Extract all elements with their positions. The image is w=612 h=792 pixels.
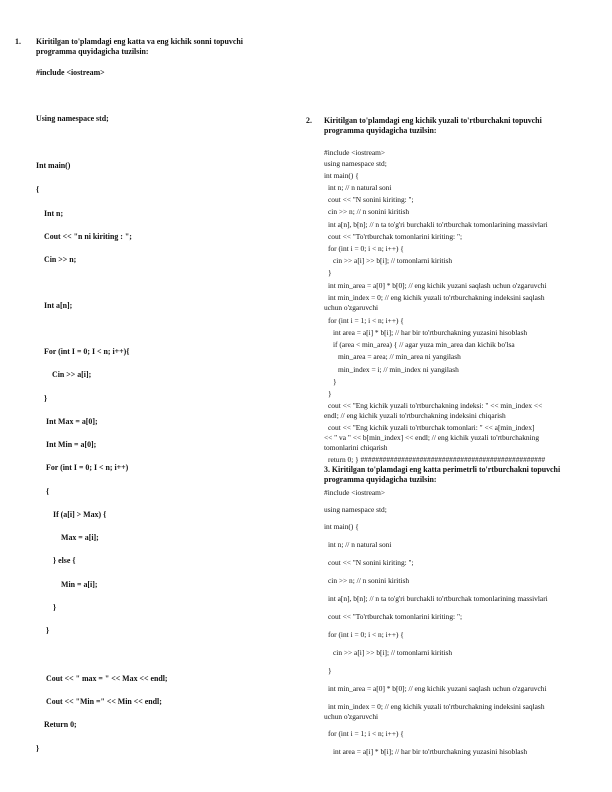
code-line: cout << "N sonini kiriting: "; — [328, 195, 414, 204]
code-line: } — [36, 744, 40, 753]
code-line: } — [328, 389, 332, 398]
code-line: cout << "To'rtburchak tomonlarini kiriting: "; — [328, 232, 463, 241]
code-line: for (int i = 1; i < n; i++) { — [328, 729, 404, 738]
code-line: return 0; } ################################################## — [328, 455, 546, 464]
code-line: cout << "Eng kichik yuzali to'rtburchakning indeksi: " << min_index << — [328, 401, 543, 410]
code-line: #include <iostream> — [324, 488, 386, 497]
code-line: for (int i = 0; i < n; i++) { — [328, 630, 404, 639]
code-line: tomonlarini chiqarish — [324, 443, 388, 452]
code-line: int min_index = 0; // eng kichik yuzali to'rtburchakning indeksini saqlash — [328, 293, 545, 302]
code-line: Int main() — [36, 161, 71, 170]
code-line: using namespace std; — [324, 159, 387, 168]
code-line: int a[n], b[n]; // n ta to'g'ri burchakli to'rtburchak tomonlarining massivlari — [328, 220, 548, 229]
code-line: cout << "N sonini kiriting: "; — [328, 558, 414, 567]
code-line: uchun o'zgaruvchi — [324, 303, 379, 312]
code-line: Int Max = a[0]; — [46, 417, 98, 426]
section-3-heading-line-2: programma quyidagicha tuzilsin: — [324, 475, 437, 484]
section-1-heading-line-1: Kiritilgan to'plamdagi eng katta va eng kichik sonni topuvchi — [36, 37, 243, 46]
code-line: Using namespace std; — [36, 114, 109, 123]
code-line: cin >> n; // n sonini kiritish — [328, 576, 410, 585]
code-line: If (a[i] > Max) { — [53, 510, 107, 519]
section-3-heading-line-1: 3. Kiritilgan to'plamdagi eng katta perimetrli to'rtburchakni topuvchi — [324, 465, 561, 474]
code-line: int area = a[i] * b[i]; // har bir to'rtburchakning yuzasini hisoblash — [333, 328, 528, 337]
code-line: int a[n], b[n]; // n ta to'g'ri burchakli to'rtburchak tomonlarining massivlari — [328, 594, 548, 603]
code-line: Max = a[i]; — [61, 533, 99, 542]
code-line: for (int i = 1; i < n; i++) { — [328, 316, 404, 325]
code-line: int n; // n natural soni — [328, 183, 392, 192]
code-line: endl; // eng kichik yuzali to'rtburchakning indeksini chiqarish — [324, 411, 506, 420]
code-line: int min_area = a[0] * b[0]; // eng kichik yuzani saqlash uchun o'zgaruvchi — [328, 281, 547, 290]
section-2-heading-line-2: programma quyidagicha tuzilsin: — [324, 126, 437, 135]
code-line: } — [44, 394, 48, 403]
code-line: cout << "To'rtburchak tomonlarini kiriting: "; — [328, 612, 463, 621]
code-line: cin >> a[i] >> b[i]; // tomonlarni kiritish — [333, 256, 453, 265]
code-line: } — [328, 268, 332, 277]
code-line: cin >> n; // n sonini kiritish — [328, 207, 410, 216]
code-line: } else { — [53, 556, 76, 565]
code-line: Int a[n]; — [44, 301, 73, 310]
section-2-heading-line-1: Kiritilgan to'plamdagi eng kichik yuzali to'rtburchakni topuvchi — [324, 116, 542, 125]
code-line: if (area < min_area) { // agar yuza min_area dan kichik bo'lsa — [333, 340, 515, 349]
code-line: cout << "Eng kichik yuzali to'rtburchak tomonlari: " << a[min_index] — [328, 423, 535, 432]
code-line: Cin >> a[i]; — [52, 370, 92, 379]
code-line: int area = a[i] * b[i]; // har bir to'rtburchakning yuzasini hisoblash — [333, 747, 528, 756]
code-line: << " va " << b[min_index] << endl; // eng kichik yuzali to'rtburchakning — [324, 433, 540, 442]
code-line: Cin >> n; — [44, 255, 77, 264]
code-line: int min_area = a[0] * b[0]; // eng kichik yuzani saqlash uchun o'zgaruvchi — [328, 684, 547, 693]
section-2-number: 2. — [306, 116, 312, 125]
code-line: Int Min = a[0]; — [46, 440, 97, 449]
code-line: Cout << "n ni kiriting : "; — [44, 232, 132, 241]
code-line: #include <iostream> — [324, 148, 386, 157]
code-line: } — [53, 603, 57, 612]
section-1-heading-line-2: programma quyidagicha tuzilsin: — [36, 47, 149, 56]
code-line: } — [328, 666, 332, 675]
code-line: Int n; — [44, 209, 64, 218]
code-line: int main() { — [324, 522, 359, 531]
code-line: using namespace std; — [324, 505, 387, 514]
code-line: min_index = i; // min_index ni yangilash — [338, 365, 459, 374]
code-line: min_area = area; // min_area ni yangilash — [338, 352, 461, 361]
code-line: int min_index = 0; // eng kichik yuzali to'rtburchakning indeksini saqlash — [328, 702, 545, 711]
section-1-number: 1. — [15, 37, 21, 46]
code-line: } — [333, 377, 337, 386]
code-line: #include <iostream> — [36, 68, 105, 77]
code-line: for (int i = 0; i < n; i++) { — [328, 244, 404, 253]
code-line: Return 0; — [44, 720, 77, 729]
code-line: Cout << "Min =" << Min << endl; — [46, 697, 162, 706]
code-line: Min = a[i]; — [61, 580, 98, 589]
code-line: { — [36, 185, 40, 194]
code-line: Cout << " max = " << Max << endl; — [46, 674, 168, 683]
code-line: For (int I = 0; I < n; i++){ — [44, 347, 130, 356]
code-line: cin >> a[i] >> b[i]; // tomonlarni kiritish — [333, 648, 453, 657]
code-line: uchun o'zgaruvchi — [324, 712, 379, 721]
code-line: { — [46, 487, 50, 496]
code-line: For (int I = 0; I < n; i++) — [46, 463, 129, 472]
code-line: int n; // n natural soni — [328, 540, 392, 549]
code-line: } — [46, 626, 50, 635]
code-line: int main() { — [324, 171, 359, 180]
